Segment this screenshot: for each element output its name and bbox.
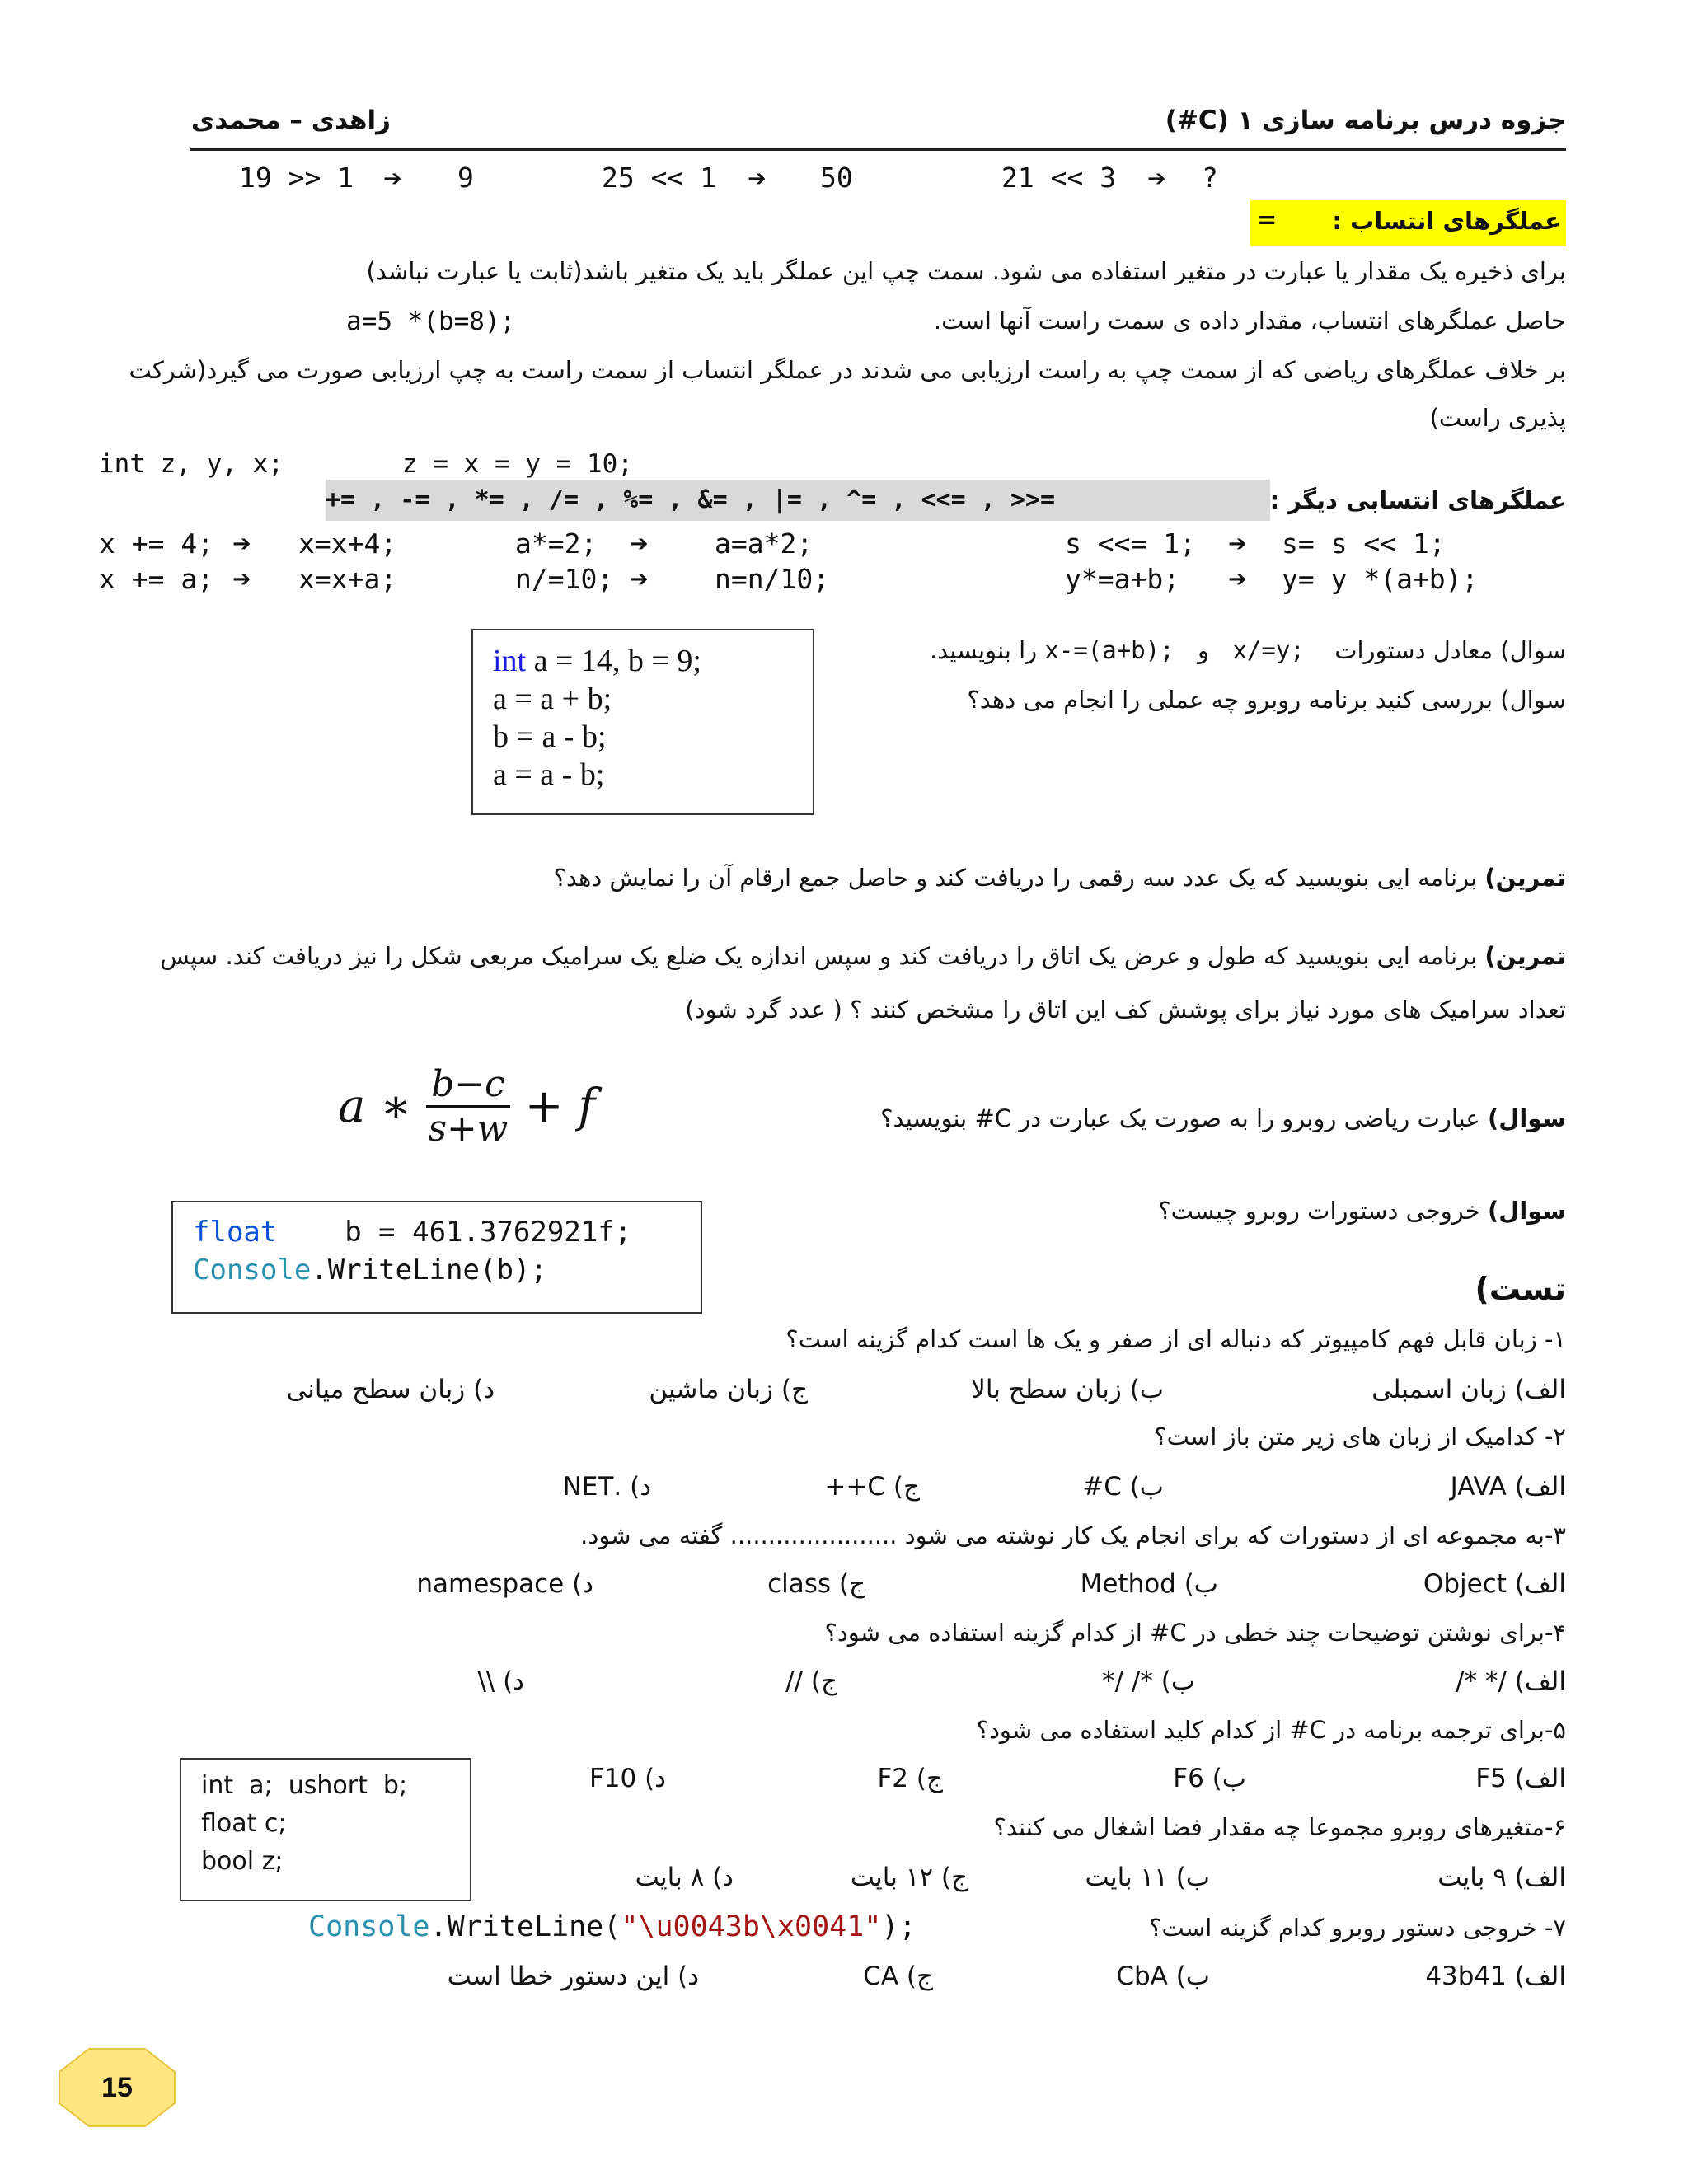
arrow-icon: ➔: [1228, 525, 1247, 561]
code-line: [493, 642, 701, 680]
console-writeline-code: [308, 1910, 917, 1943]
shift-example-1: 19 >> 1: [239, 162, 354, 194]
question-program-behavior: سوال) بررسی کنید برنامه روبرو چه عملی را انجام می دهد؟: [967, 686, 1566, 714]
arrow-icon: ➔: [383, 160, 402, 196]
example-code: n/=10;: [515, 563, 614, 595]
math-formula: [338, 1063, 595, 1150]
q5-option-a: الف) F5: [1475, 1764, 1566, 1793]
example-code: s <<= 1;: [1065, 527, 1196, 560]
test-question-6: ۶-متغیرهای روبرو مجموعا چه مقدار فضا اشغال می کنند؟: [993, 1813, 1566, 1841]
page-number: 15: [101, 2072, 133, 2103]
q2-option-a: الف) JAVA: [1450, 1472, 1566, 1502]
exercise-2-line1: [160, 942, 1566, 970]
test-question-5: ۵-برای ترجمه برنامه در C# از کدام کلید استفاده می شود؟: [976, 1716, 1566, 1744]
example-equivalent: x=x+4;: [298, 527, 397, 560]
q4-option-b: ب) */ /*: [1102, 1666, 1195, 1696]
code-text: );: [881, 1910, 917, 1943]
arrow-icon: ➔: [232, 560, 251, 597]
question-code-1: x/=y;: [1232, 636, 1305, 664]
q4-option-c: ج) //: [785, 1666, 837, 1696]
exercise-text: برنامه ایی بنویسید که طول و عرض یک اتاق را دریافت کند و سپس اندازه یک ضلع یک سرامیک مربعی شکل را نیز دریافت کند. سپس: [160, 942, 1485, 970]
question-prefix: سوال) معادل دستورات: [1334, 636, 1566, 664]
example-code: y*=a+b;: [1065, 563, 1180, 595]
q6-option-b: ب) ۱۱ بایت: [1085, 1863, 1210, 1892]
code-line: float c;: [201, 1809, 287, 1838]
shift-example-2: 25 << 1: [602, 162, 717, 194]
formula-numerator: b−c: [426, 1063, 510, 1108]
q3-option-a: الف) Object: [1423, 1569, 1566, 1599]
example-code: a*=2;: [515, 527, 598, 560]
test-question-2: ۲- کدامیک از زبان های زیر متن باز است؟: [1154, 1422, 1566, 1451]
q2-option-d: د) .NET: [562, 1472, 651, 1502]
formula-denominator: s+w: [428, 1108, 509, 1150]
other-ops-list: += , -= , *= , /= , %= , &= , |= , ^= , <<= , >>=: [326, 480, 1270, 521]
assignment-code-example: a=5 *(b=8);: [346, 307, 516, 336]
q3-option-d: د) namespace: [416, 1569, 593, 1599]
test-question-4: ۴-برای نوشتن توضیحات چند خطی در C# از کدام گزینه استفاده می شود؟: [824, 1619, 1566, 1647]
question-code-2: x-=(a+b);: [1044, 636, 1175, 664]
code-box-swap: [471, 629, 814, 815]
test-question-7: ۷- خروجی دستور روبرو کدام گزینه است؟: [1149, 1914, 1566, 1942]
q6-option-d: د) ۸ بایت: [635, 1863, 734, 1892]
code-line: a = a - b;: [493, 757, 605, 792]
q3-option-b: ب) Method: [1080, 1569, 1218, 1599]
code-box-variables: [180, 1758, 471, 1901]
code-class: Console: [308, 1910, 430, 1943]
arrow-icon: ➔: [232, 525, 251, 561]
formula-multiply: ∗: [380, 1080, 412, 1133]
assignment-heading: [1250, 200, 1566, 246]
page-number-badge: [58, 2047, 176, 2128]
document-authors: زاهدی – محمدی: [191, 105, 392, 135]
exercise-1: [554, 864, 1566, 892]
code-string: "\u0043b\x0041": [621, 1910, 882, 1943]
q4-option-d: د) \\: [477, 1666, 524, 1696]
formula-fraction: [426, 1063, 510, 1150]
arrow-icon: ➔: [748, 160, 767, 196]
question-label: سوال): [1487, 1104, 1566, 1132]
other-ops-heading: عملگرهای انتسابی دیگر :: [1269, 486, 1566, 514]
test-question-1: ۱- زبان قابل فهم کامپیوتر که دنباله ای از صفر و یک ها است کدام گزینه است؟: [785, 1325, 1566, 1353]
assignment-paragraph-2: حاصل عملگرهای انتساب، مقدار داده ی سمت راست آنها است.: [933, 307, 1566, 335]
q1-option-d: د) زبان سطح میانی: [286, 1375, 495, 1404]
formula-var-f: f: [578, 1080, 596, 1133]
q1-option-a: الف) زبان اسمبلی: [1372, 1375, 1566, 1404]
code-line: int a; ushort b;: [201, 1771, 408, 1800]
example-code: x += a;: [99, 563, 214, 595]
test-question-3: ۳-به مجموعه ای از دستورات که برای انجام یک کار نوشته می شود ...................... گفته می شود.: [580, 1521, 1566, 1549]
arrow-icon: ➔: [1228, 560, 1247, 597]
question-label: سوال): [1487, 1197, 1566, 1225]
exercise-2-line2: تعداد سرامیک های مورد نیاز برای پوشش کف این اتاق را مشخص کنند ؟ ( عدد گرد شود): [685, 996, 1566, 1024]
q2-option-b: ب) C#: [1082, 1472, 1164, 1502]
q3-option-c: ج) class: [767, 1569, 865, 1599]
code-text: .WriteLine(: [429, 1910, 621, 1943]
question-text: عبارت ریاضی روبرو را به صورت یک عبارت در C# بنویسید؟: [880, 1104, 1488, 1132]
assignment-paragraph-1: برای ذخیره یک مقدار یا عبارت در متغیر استفاده می شود. سمت چپ این عملگر باید یک متغیر باشد(ثابت یا عبارت نباشد): [366, 257, 1566, 285]
question-equivalent: [930, 636, 1566, 664]
output-question: [1158, 1197, 1566, 1225]
example-equivalent: a=a*2;: [715, 527, 814, 560]
q1-option-b: ب) زبان سطح بالا: [971, 1375, 1164, 1404]
arrow-icon: ➔: [630, 560, 649, 597]
q7-option-c: ج) CA: [863, 1961, 933, 1991]
assignment-paragraph-3-line2: پذیری راست): [1429, 404, 1566, 432]
q5-option-d: د) F10: [588, 1764, 666, 1793]
assignment-symbol: =: [1257, 205, 1278, 233]
example-equivalent: n=n/10;: [715, 563, 830, 595]
q2-option-c: ج) C++: [824, 1472, 920, 1502]
code-line: bool z;: [201, 1847, 284, 1876]
q7-option-b: ب) CbA: [1116, 1961, 1210, 1991]
code-declaration: int z, y, x;: [99, 449, 284, 479]
code-box-float: [171, 1201, 702, 1314]
exercise-label: تمرین): [1484, 864, 1566, 892]
shift-result-1: 9: [457, 162, 474, 194]
code-line: [193, 1216, 631, 1249]
formula-var-a: a: [338, 1080, 366, 1133]
q7-option-a: الف) 43b41: [1425, 1961, 1566, 1991]
code-line: b = a - b;: [493, 719, 607, 754]
assignment-heading-text: عملگرهای انتساب :: [1332, 207, 1561, 235]
code-line: a = a + b;: [493, 682, 612, 716]
question-suffix: را بنویسید.: [929, 636, 1038, 664]
formula-question: [880, 1104, 1566, 1132]
shift-example-3: 21 << 3: [1001, 162, 1117, 194]
formula-plus: +: [524, 1080, 564, 1133]
example-equivalent: x=x+a;: [298, 563, 397, 595]
exercise-text: برنامه ایی بنویسید که یک عدد سه رقمی را دریافت کند و حاصل جمع ارقام آن را نمایش دهد؟: [553, 864, 1485, 892]
arrow-icon: ➔: [630, 525, 649, 561]
arrow-icon: ➔: [1147, 160, 1166, 196]
code-line: [193, 1254, 547, 1286]
question-text: خروجی دستورات روبرو چیست؟: [1158, 1197, 1488, 1225]
q6-option-a: الف) ۹ بایت: [1437, 1863, 1566, 1892]
assignment-paragraph-3-line1: بر خلاف عملگرهای ریاضی که از سمت چپ به راست ارزیابی می شدند در عملگر انتساب از سمت راست به چپ ارزیابی صورت می گیرد(شرکت: [129, 356, 1566, 384]
shift-result-2: 50: [820, 162, 853, 194]
code-chain-assignment: z = x = y = 10;: [402, 449, 633, 479]
example-equivalent: y= y *(a+b);: [1282, 563, 1479, 595]
shift-result-3: ?: [1202, 162, 1218, 194]
code-text: b = 461.3762921f;: [277, 1216, 632, 1249]
q7-option-d: د) این دستور خطا است: [447, 1961, 699, 1991]
document-title: جزوه درس برنامه سازی ۱ (C#): [1165, 105, 1566, 135]
header-rule: [190, 148, 1566, 151]
q1-option-c: ج) زبان ماشین: [649, 1375, 808, 1404]
exercise-label: تمرین): [1484, 942, 1566, 970]
code-keyword: float: [193, 1216, 278, 1249]
q5-option-c: ج) F2: [877, 1764, 943, 1793]
example-code: x += 4;: [99, 527, 214, 560]
code-class: Console: [193, 1254, 312, 1286]
question-and: و: [1197, 636, 1209, 664]
code-text: a = 14, b = 9;: [526, 644, 701, 678]
q5-option-b: ب) F6: [1173, 1764, 1246, 1793]
test-heading: تست): [1475, 1271, 1566, 1307]
example-equivalent: s= s << 1;: [1282, 527, 1446, 560]
code-text: .WriteLine(b);: [311, 1254, 547, 1286]
q6-option-c: ج) ۱۲ بایت: [850, 1863, 968, 1892]
q4-option-a: الف) /* */: [1456, 1666, 1566, 1696]
code-keyword: int: [493, 644, 527, 678]
